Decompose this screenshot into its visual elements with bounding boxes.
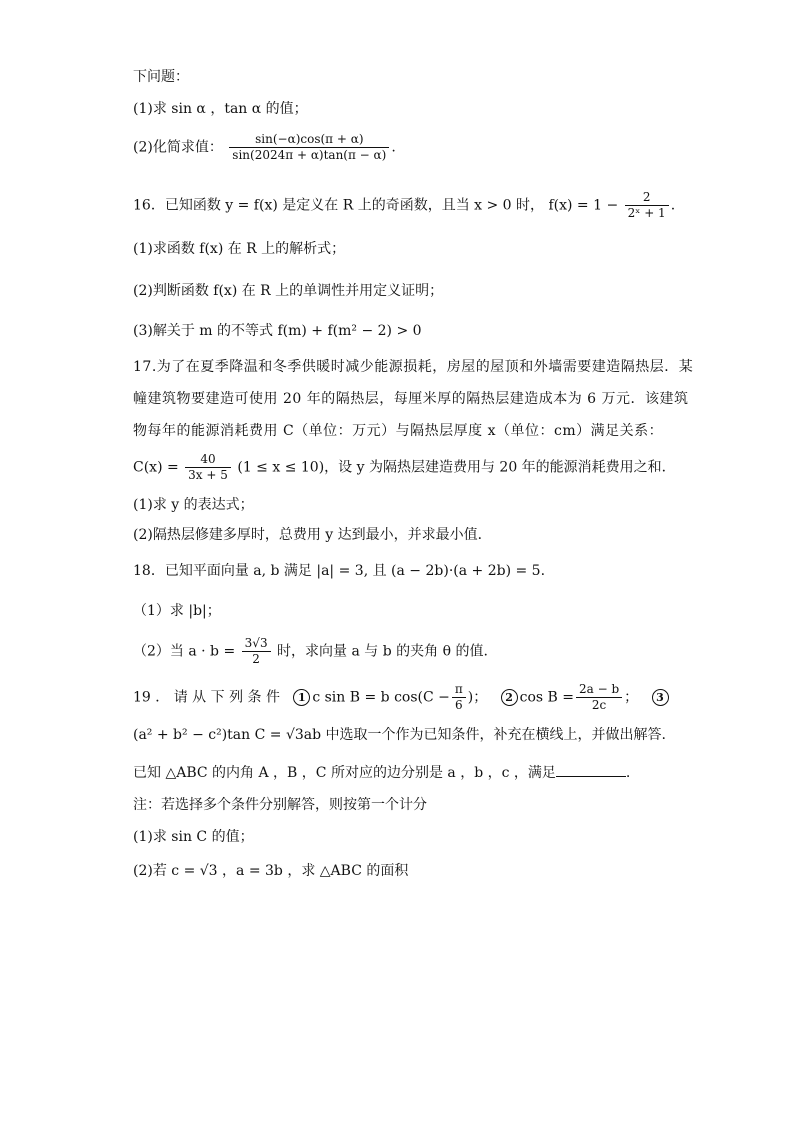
text-line: (1)求 y 的表达式； — [133, 497, 254, 513]
text-line: (2)隔热层修建多厚时，总费用 y 达到最小，并求最小值． — [133, 527, 492, 543]
fraction-denominator: 2c — [576, 697, 622, 713]
fraction-numerator: 3√3 — [244, 636, 268, 650]
text-line: (2)判断函数 f(x) 在 R 上的单调性并用定义证明； — [133, 283, 444, 299]
text-segment: . — [625, 765, 631, 781]
text-segment: （2）当 a · b = — [133, 643, 236, 660]
condition-number-badge: 2 — [501, 689, 518, 706]
text-line: (2)若 c = √3 ，a = 3b ，求 △ABC 的面积 — [133, 863, 409, 879]
text-segment: 已知 △ABC 的内角 A ，B ，C 所对应的边分别是 a ，b ，c ，满足 — [133, 765, 556, 781]
text-line — [133, 764, 630, 782]
text-segment: ； — [624, 689, 639, 706]
text-line: 16．已知函数 y = f(x) 是定义在 R 上的奇函数，且当 x > 0 时， f(x) = 1 − $\frac{2}{\text{2ˣ + 1}}$ . — [133, 190, 676, 220]
text-line: (1)求 sin C 的值； — [133, 829, 254, 845]
fraction — [452, 682, 466, 713]
text-segment: C(x) = — [133, 459, 179, 476]
text-line: (2)化简求值： $\frac{\sin(-\alpha)\cos(\pi + \alpha)}{\sin(2024\pi + \alpha)\tan(\pi - \alpha)}$ . — [133, 132, 396, 162]
fraction — [625, 190, 669, 221]
fraction-numerator: 40 — [200, 452, 216, 466]
text-segment: c sin B = b cos(C − — [312, 689, 450, 706]
fraction — [185, 452, 231, 483]
fraction — [229, 132, 389, 163]
text-line: 物每年的能源消耗费用 C（单位：万元）与隔热层厚度 x（单位：cm）满足关系： — [133, 423, 664, 439]
text-line: 下问题： — [133, 69, 189, 85]
text-line: (a² + b² − c²)tan C = √3ab 中选取一个作为已知条件，补充在横线上，并做出解答. — [133, 727, 666, 743]
text-line: (1)求 sin α ，tan α 的值； — [133, 101, 308, 117]
text-line: 注：若选择多个条件分别解答，则按第一个计分 — [133, 797, 427, 813]
text-segment: (1 ≤ x ≤ 10)，设 y 为隔热层建造费用与 20 年的能源消耗费用之和． — [237, 459, 676, 476]
text-segment: 时，求向量 a 与 b 的夹角 θ 的值. — [277, 643, 488, 660]
text-segment: 19 ． 请 从 下 列 条 件 — [133, 689, 280, 706]
text-segment: )； — [467, 689, 488, 706]
condition-number-badge: 3 — [652, 689, 669, 706]
text-line — [133, 636, 488, 667]
text-line: (1)求函数 f(x) 在 R 上的解析式； — [133, 241, 346, 257]
text-line: 17.为了在夏季降温和冬季供暖时减少能源损耗，房屋的屋顶和外墙需要建造隔热层．某 — [133, 359, 694, 375]
text-line — [133, 682, 671, 713]
text-segment: cos B = — [519, 689, 574, 706]
text-line: （1）求 |b|； — [133, 603, 221, 619]
fraction-numerator: 2a − b — [578, 682, 620, 696]
fraction — [576, 682, 622, 713]
fraction-numerator: sin(−α)cos(π + α) — [255, 132, 364, 146]
fraction-denominator: 6 — [452, 697, 466, 713]
fraction-denominator: 3x + 5 — [185, 467, 231, 483]
fraction-denominator: sin(2024π + α)tan(π − α) — [229, 147, 389, 163]
text-segment: 16．已知函数 y = f(x) 是定义在 R 上的奇函数，且当 x > 0 时， f(x) = 1 − — [133, 197, 619, 214]
answer-blank — [556, 764, 626, 777]
fraction — [242, 636, 271, 667]
text-line: (3)解关于 m 的不等式 f(m) + f(m² − 2) > 0 — [133, 323, 422, 339]
text-segment: (2)化简求值： — [133, 139, 223, 156]
fraction-numerator: 2 — [642, 190, 651, 204]
condition-number-badge: 1 — [293, 689, 310, 706]
text-line: 18．已知平面向量 a, b 满足 |a| = 3, 且 (a − 2b)·(a + 2b) = 5. — [133, 563, 546, 579]
fraction-denominator: 2ˣ + 1 — [625, 205, 669, 221]
fraction-denominator: 2 — [242, 651, 271, 667]
text-line — [133, 452, 676, 483]
text-line: 幢建筑物要建造可使用 20 年的隔热层，每厘米厚的隔热层建造成本为 6 万元．该建筑 — [133, 391, 689, 407]
fraction-numerator: π — [454, 682, 463, 696]
